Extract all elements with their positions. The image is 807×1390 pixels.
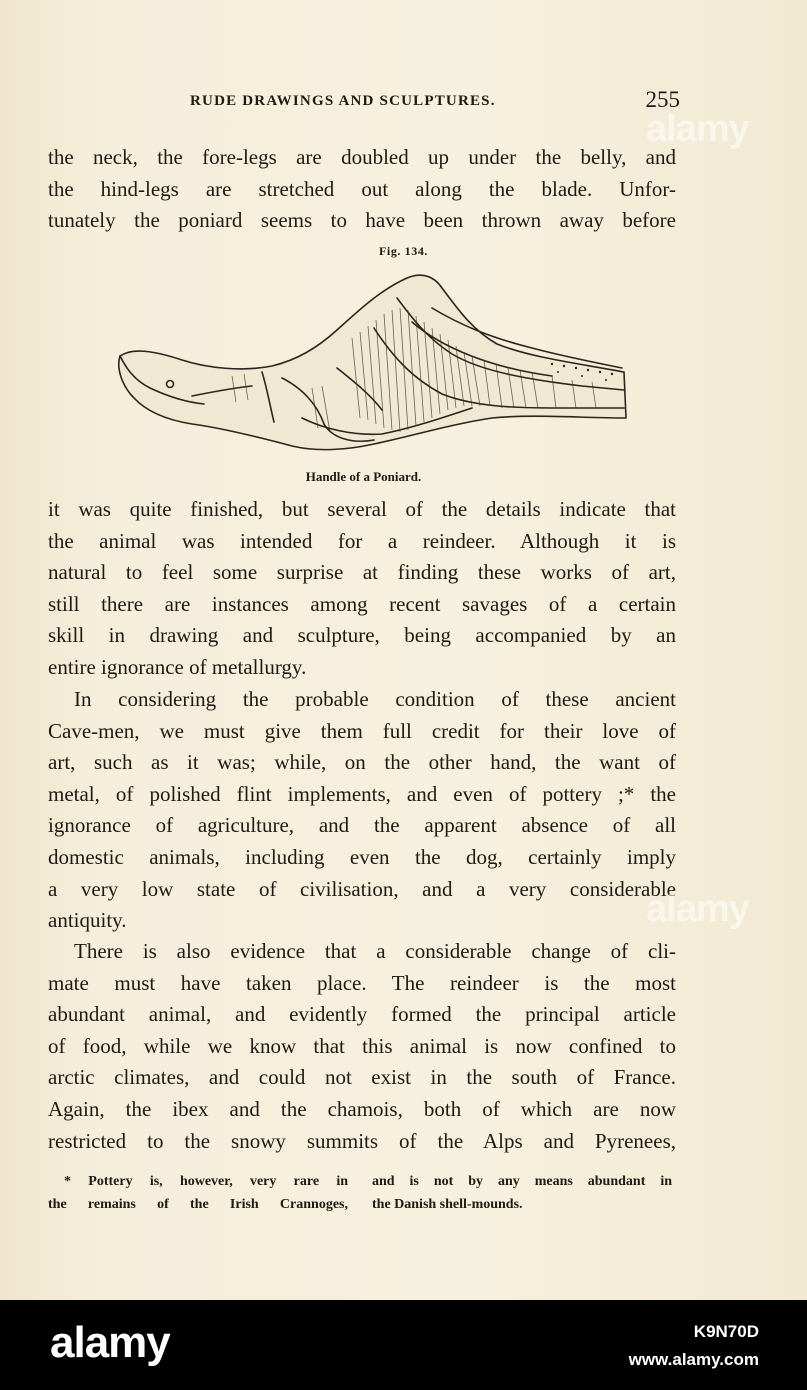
footnote-line: the remains of the Irish Crannoges, bbox=[48, 1197, 348, 1212]
paragraph-continued bbox=[48, 494, 676, 684]
text-line: Cave-men, we must give them full credit for their love of bbox=[48, 718, 676, 743]
text-line: arctic climates, and could not exist in the south of France. bbox=[48, 1065, 676, 1090]
page-number: 255 bbox=[645, 87, 680, 112]
figure-caption: Handle of a Poniard. bbox=[305, 469, 422, 484]
text-line: skill in drawing and sculpture, being accompanied by an bbox=[48, 623, 676, 648]
text-line: domestic animals, including even the dog, certainly imply bbox=[48, 844, 676, 869]
text-line: of food, while we know that this animal is now confined to bbox=[48, 1033, 676, 1058]
text-line: still there are instances among recent savages of a certain bbox=[48, 591, 676, 616]
footnote-line: the Danish shell-mounds. bbox=[372, 1197, 523, 1212]
text-line: abundant animal, and evidently formed the principal article bbox=[48, 1002, 676, 1027]
text-line: the animal was intended for a reindeer. Although it is bbox=[48, 528, 676, 553]
alamy-logo: alamy bbox=[50, 1318, 170, 1367]
text-line: mate must have taken place. The reindeer is the most bbox=[48, 970, 676, 995]
text-line: the hind-legs are stretched out along the blade. Unfor- bbox=[48, 176, 676, 201]
text-line: a very low state of civilisation, and a very considerable bbox=[48, 876, 676, 901]
image-id: K9N70D bbox=[693, 1322, 759, 1341]
figure-label: Fig. 134. bbox=[378, 244, 429, 258]
stock-watermark-bar bbox=[0, 1300, 807, 1390]
watermark-logo: alamy bbox=[646, 108, 749, 150]
text-line: Again, the ibex and the chamois, both of which are now bbox=[48, 1096, 676, 1121]
text-line: metal, of polished flint implements, and even of pottery ;* the bbox=[48, 781, 676, 806]
footnote-right bbox=[372, 1170, 672, 1216]
text-line: ignorance of agriculture, and the apparent absence of all bbox=[48, 813, 676, 838]
poniard-handle-illustration bbox=[112, 268, 632, 458]
text-line: There is also evidence that a considerable change of cli- bbox=[74, 939, 676, 963]
text-line: antiquity. bbox=[48, 908, 127, 933]
text-line: In considering the probable condition of these ancient bbox=[74, 687, 676, 711]
text-line: art, such as it was; while, on the other hand, the want of bbox=[48, 750, 676, 775]
text-line: tunately the poniard seems to have been thrown away before bbox=[48, 208, 676, 233]
paragraph-cave-men bbox=[48, 684, 676, 937]
text-line: restricted to the snowy summits of the Alps and Pyrenees, bbox=[48, 1128, 676, 1153]
site-url: www.alamy.com bbox=[628, 1350, 759, 1369]
running-title: RUDE DRAWINGS AND SCULPTURES. bbox=[190, 93, 496, 109]
text-line: entire ignorance of metallurgy. bbox=[48, 654, 307, 679]
text-line: the neck, the fore-legs are doubled up under the belly, and bbox=[48, 145, 676, 169]
footnote-left bbox=[48, 1170, 348, 1216]
paragraph-top bbox=[48, 142, 676, 237]
text-line: it was quite finished, but several of the details indicate that bbox=[48, 497, 676, 521]
footnote-line: and is not by any means abundant in bbox=[372, 1174, 672, 1189]
running-head bbox=[190, 87, 680, 115]
text-line: natural to feel some surprise at finding these works of art, bbox=[48, 560, 676, 585]
footnote-line: * Pottery is, however, very rare in bbox=[64, 1174, 348, 1189]
watermark-logo: alamy bbox=[646, 888, 749, 930]
paragraph-climate bbox=[48, 936, 676, 1157]
